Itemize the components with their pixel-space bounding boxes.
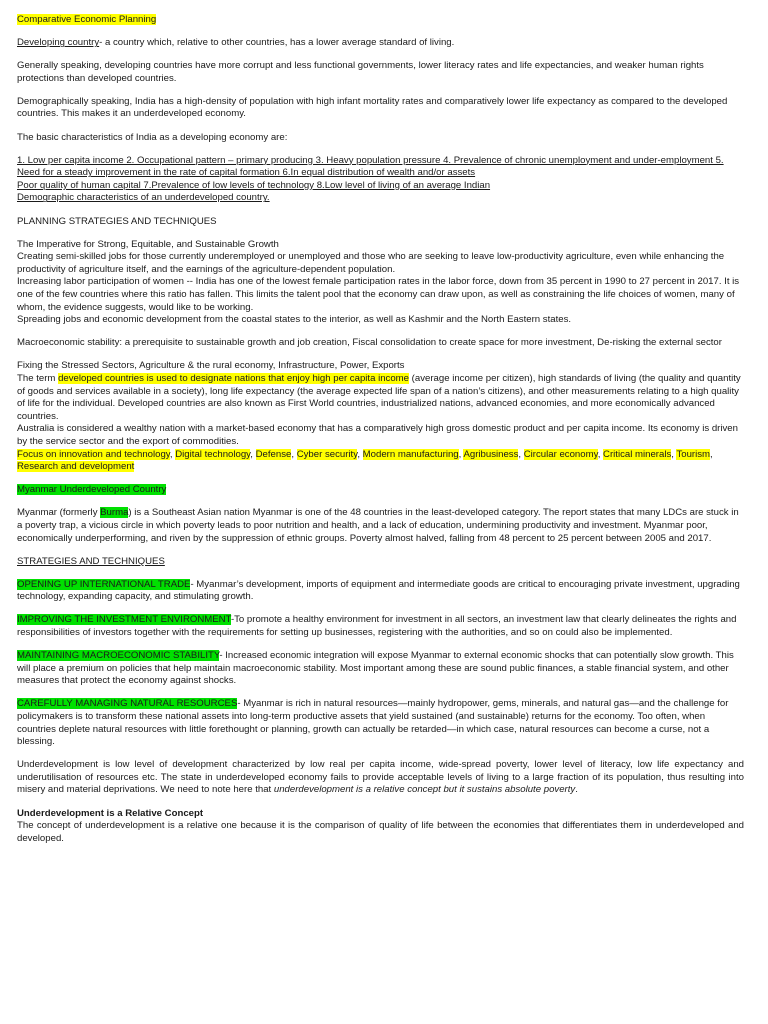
focus-item: Research and development (17, 461, 135, 473)
developed-block (17, 360, 744, 473)
focus-item: Agribusiness (463, 448, 519, 460)
relative-block (17, 808, 744, 846)
myanmar-paragraph (17, 507, 744, 545)
characteristics-line-2: Poor quality of human capital 7.Prevalence of low levels of technology 8.Low level of living of an average Indian (17, 179, 491, 191)
imperative-block (17, 239, 744, 327)
strategy-text: - Myanmar is rich in natural resources—mainly hydropower, gems, minerals, and natural gas—and the challenge for policymakers is to transform these national assets into long-term productive assets that yield sustained (and sustainable) returns for the economy. Too often, when countries deplete natural resources with little forethought or planning, growth can actually be retarded—in which case, natural resources can become a curse, not a blessing. (17, 698, 729, 748)
definition-text: - a country which, relative to other countries, has a lower average standard of living. (99, 37, 455, 49)
underdevelopment-italic: underdevelopment is a relative concept but it sustains absolute poverty (273, 784, 576, 796)
developed-pre: The term (17, 372, 59, 384)
strategy-term: MAINTAINING MACROECONOMIC STABILITY (17, 650, 220, 662)
underdevelopment-paragraph (17, 759, 744, 797)
strategy-term: OPENING UP INTERNATIONAL TRADE (17, 578, 191, 590)
focus-item: Cyber security (296, 448, 358, 460)
relative-heading: Underdevelopment is a Relative Concept (17, 807, 204, 819)
focus-item: Defense (255, 448, 292, 460)
imperative-line-1: The Imperative for Strong, Equitable, and Sustainable Growth (17, 238, 279, 250)
imperative-line-2: Creating semi-skilled jobs for those currently underemployed or unemployed and those who are seeking to leave low-productivity agriculture, even while enhancing the productivity of agriculture itself, and the earnings of the agriculture-dependent population. (17, 251, 725, 275)
strategy-paragraph (17, 614, 744, 639)
demographic-paragraph: Demographically speaking, India has a high-density of population with high infant mortality rates and comparatively lower life expectancy as compared to the developed countries. This makes it an underdeveloped economy. (17, 95, 728, 120)
doc-title-text: Comparative Economic Planning (17, 14, 157, 25)
developed-post: (average income per citizen), high standards of living (the quality and quantity of goods and services available in a society), long life expectancy (the average expected life span of a nation’s citizens), and other measurements relating to a high quality of life for the individual. Developed countries are also known as First World countries, industrialized nations, advanced economies, and more economically advanced countries. (17, 372, 741, 422)
strategy-text: - Myanmar’s development, imports of equipment and intermediate goods are critical to encouraging private investment, upgrading technology, expanding capacity, and stimulating growth. (17, 578, 740, 603)
burma-highlight: Burma (100, 507, 129, 519)
imperative-line-4: Spreading jobs and economic development from the coastal states to the interior, as well as Kashmir and the North Eastern states. (17, 314, 572, 326)
underdevelopment-text: Underdevelopment is low level of development characterized by low real per capita income, wide-spread poverty, lower level of literacy, low life expectancy and underutilisation of resources etc. The state in underdeveloped economy fails to provide acceptable levels of living to a large fraction of its population, thus resulting into misery and material deprivations. We need to note here that (17, 759, 744, 796)
basic-characteristics-intro: The basic characteristics of India as a developing economy are: (17, 131, 288, 143)
strategy-paragraph (17, 698, 744, 748)
strategies-heading: STRATEGIES AND TECHNIQUES (17, 555, 165, 567)
myanmar-heading-text: Myanmar Underdeveloped Country (17, 484, 167, 496)
strategy-paragraph (17, 579, 744, 604)
characteristics-line-1: 1. Low per capita income 2. Occupational pattern – primary producing 3. Heavy population pressure 4. Prevalence of chronic unemployment and under-employment 5. Need for a steady improvement in the rate of capital formation 6.In equal distribution of wealth and/or assets (17, 154, 724, 179)
strategy-paragraph (17, 650, 744, 688)
focus-item: Critical minerals (603, 448, 672, 460)
focus-item: Digital technology (175, 448, 251, 460)
characteristics-line-3: Demographic characteristics of an underdeveloped country. (17, 192, 270, 204)
myanmar-heading (17, 484, 744, 497)
focus-list: Focus on innovation and technology, Digital technology, Defense, Cyber security, Modern manufacturing, Agribusiness, Circular economy, Critical minerals, Tourism, Research and development (17, 448, 713, 473)
myanmar-post: ) is a Southeast Asian nation Myanmar is one of the 48 countries in the least-developed category. The report states that many LDCs are stuck in a poverty trap, a vicious circle in which poverty leads to poor nutrition and health, and a lack of education, undermining productivity and investment. Myanmar poor, economically underperforming, and riven by the suppression of ethnic groups. Poverty almost halved, falling from 48 percent to 25 percent between 2005 and 2017. (17, 507, 739, 544)
definition-term: Developing country (17, 37, 100, 49)
planning-heading: PLANNING STRATEGIES AND TECHNIQUES (17, 215, 217, 227)
myanmar-pre: Myanmar (formerly (17, 507, 101, 519)
macro-paragraph: Macroeconomic stability: a prerequisite to sustainable growth and job creation, Fiscal consolidation to create space for more investment, De-risking the external sector (17, 337, 722, 349)
focus-item: Circular economy (523, 448, 598, 460)
strategy-term: IMPROVING THE INVESTMENT ENVIRONMENT (17, 614, 231, 626)
imperative-line-3: Increasing labor participation of women -- India has one of the lowest female participation rates in the labor force, down from 35 percent in 1990 to 27 percent in 2017. It is one of the few countries where this ratio has fallen. This limits the talent pool that the economy can draw upon, as well as constraining the life choices of women, many of whom, the evidence suggests, would like to be working. (17, 276, 740, 313)
strategy-text: -To promote a healthy environment for investment in all sectors, an investment law that clearly delineates the rights and responsibilities of investors together with the requirements for setting up businesses, registering with the authorities, and so on could also be implemented. (17, 614, 737, 638)
focus-item: Modern manufacturing (362, 448, 459, 460)
characteristics-list (17, 155, 744, 205)
relative-text: The concept of underdevelopment is a relative one because it is the comparison of quality of life between the economies that differentiates them in underdeveloped and developed. (17, 820, 744, 844)
developed-highlight: developed countries is used to designate nations that enjoy high per capita income (58, 372, 409, 384)
general-paragraph: Generally speaking, developing countries have more corrupt and less functional governments, lower literacy rates and life expectancies, and weaker human rights protections than developed countries. (17, 60, 704, 84)
definition-paragraph (17, 37, 744, 50)
underdevelopment-end: . (575, 784, 578, 796)
focus-item: Tourism (676, 448, 711, 460)
focus-item: Focus on innovation and technology (17, 448, 170, 460)
fixing-line: Fixing the Stressed Sectors, Agriculture & the rural economy, Infrastructure, Power, Exports (17, 360, 405, 372)
doc-title (17, 14, 744, 27)
strategy-term: CAREFULLY MANAGING NATURAL RESOURCES (17, 698, 238, 710)
australia-text: Australia is considered a wealthy nation with a market-based economy that has a comparatively high gross domestic product and per capita income. Its economy is driven by the service sector and the export of commodities. (17, 423, 738, 447)
strategy-text: - Increased economic integration will expose Myanmar to external economic shocks that can potentially slow growth. This will place a premium on policies that help maintain macroeconomic stability. Most important among these are sound public finances, a stable financial system, and other measures that protect the economy against shocks. (17, 650, 734, 687)
